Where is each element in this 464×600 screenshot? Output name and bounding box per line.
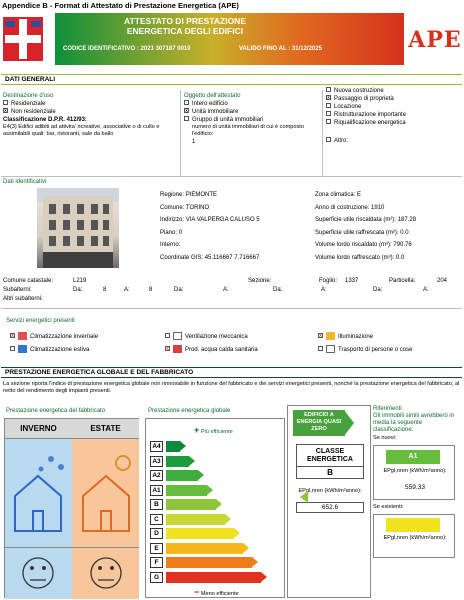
comune-label: Comune: (160, 204, 185, 211)
classe-energetica-title: CLASSE ENERGETICA (296, 444, 364, 467)
gruppo-checkbox[interactable] (184, 116, 189, 121)
servizi-title: Servizi energetici presenti (6, 318, 75, 324)
class-label-g: G (150, 572, 163, 583)
a-label-4: A: (423, 287, 429, 293)
class-bar-a1 (166, 485, 207, 496)
se-nuovi-label: Se nuovi: (373, 435, 397, 441)
classificazione-label: Classificazione D.P.R. 412/93: (3, 117, 87, 123)
non-residenziale-checkbox[interactable]: x (4, 107, 7, 114)
dati-generali-title: DATI GENERALI (5, 76, 56, 83)
residenziale-label: Residenziale (11, 101, 46, 107)
da-label-3: Da: (273, 287, 283, 293)
class-label-e: E (150, 543, 163, 554)
acs-checkbox[interactable]: x (166, 345, 169, 352)
classificazione-value: E4(3) Edifici adibiti ad attivita' ricreative, associative o di culto e assimilabili quali: bar, ristoranti, sale da ballo (3, 124, 160, 137)
oggetto-block (184, 92, 319, 146)
ape-banner (55, 13, 404, 65)
banner-title-line2: ENERGETICA DEGLI EDIFICI (126, 26, 244, 36)
hot-water-icon (173, 345, 182, 353)
foglio-value: 1337 (345, 278, 359, 284)
class-label-a4: A4 (150, 441, 163, 452)
piu-label: Più efficiente (200, 429, 233, 435)
coord-value: 45.116667 7.716667 (204, 254, 260, 261)
passaggio-checkbox[interactable]: x (327, 94, 330, 101)
minus-icon: − (194, 587, 200, 597)
zona-label: Zona climatica: (315, 192, 356, 198)
plus-icon: + (194, 425, 200, 435)
riqualificazione-label: Riqualificazione energetica (334, 120, 406, 126)
altri-subalterni-label: Altri subalterni: (3, 296, 43, 302)
motivazione-block (326, 87, 461, 145)
anno-label: Anno di costruzione: (315, 204, 370, 211)
piano-value: 0 (178, 229, 183, 236)
vol-risc-value: 790.76 (393, 242, 412, 248)
class-label-a3: A3 (150, 456, 163, 467)
nuova-label: Nuova costruzione (334, 88, 384, 94)
elevator-icon (326, 345, 335, 353)
nuova-checkbox[interactable] (326, 87, 331, 92)
sup-raff-value: 0.0 (400, 229, 409, 236)
comune-cat-value: L219 (73, 278, 87, 284)
riferimenti-box (373, 405, 463, 598)
class-label-d: D (150, 528, 163, 539)
comune-value: TORINO (185, 204, 210, 211)
inv-checkbox[interactable]: x (11, 332, 14, 339)
servizi-list (10, 331, 460, 357)
classe-pointer-icon (300, 491, 308, 503)
riqualificazione-checkbox[interactable] (326, 119, 331, 124)
catasto-block (3, 277, 463, 304)
banner-title-line1: ATTESTATO DI PRESTAZIONE (124, 16, 246, 26)
est-checkbox[interactable] (10, 346, 15, 351)
sup-raff-label: Superficie utile raffrescata (m²): (315, 229, 399, 236)
location-block (160, 189, 310, 264)
non-residenziale-label: Non residenziale (11, 109, 56, 115)
quality-faces-icon (5, 553, 139, 593)
class-bar-g (166, 572, 261, 583)
inverno-label: INVERNO (20, 424, 57, 433)
piu-efficiente-block (194, 425, 233, 435)
sup-risc-label: Superficie utile riscaldata (m²): (315, 217, 397, 223)
rif-desc: Gli immobili simili avrebbero in media la seguente classificazione: (373, 413, 455, 433)
vol-raff-value: 0.0 (395, 254, 405, 261)
ill-checkbox[interactable]: x (319, 332, 322, 339)
vol-raff-label: Volume lordo raffrescato (m³): (315, 254, 395, 261)
epgl-value: 652.6 (296, 502, 364, 513)
vol-risc-label: Volume lordo riscaldato (m³): (315, 242, 392, 248)
ill-label: Illuminazione (338, 334, 374, 340)
indirizzo-value: VIA VALPERGA CALUSO 5 (185, 217, 260, 223)
a-label-2: A: (223, 287, 229, 293)
ape-logo-text: APE (408, 27, 462, 53)
da-value-1: 8 (103, 287, 107, 293)
nuovi-epgl-label: EPgl,nren (kWh/m²anno): (383, 468, 447, 474)
ristrutturazione-label: Ristrutturazione importante (334, 112, 407, 118)
coord-label: Coordinate GIS: (160, 254, 204, 261)
class-label-f: F (150, 557, 163, 568)
foglio-label: Foglio: (319, 278, 338, 284)
zona-value: E (357, 192, 362, 198)
trasp-checkbox[interactable] (318, 346, 323, 351)
sup-risc-value: 187.28 (397, 217, 417, 223)
nuovi-classe: A1 (386, 450, 440, 464)
altro-checkbox[interactable] (326, 137, 331, 142)
destinazione-block (3, 92, 178, 138)
piano-label: Piano: (160, 229, 178, 236)
numero-value: 1 (192, 139, 196, 145)
passaggio-label: Passaggio di proprietà (334, 96, 394, 102)
est-label: Climatizzazione estiva (30, 347, 90, 353)
regione-value: PIEMONTE (185, 192, 218, 198)
prestazione-title: PRESTAZIONE ENERGETICA GLOBALE E DEL FABBRICATO (5, 369, 194, 376)
da-label-2: Da: (174, 287, 184, 293)
prestazione-desc: La sezione riporta l'indice di prestazione energetica globale non rinnovabile in funzione del fabbricato e dei servizi energetici presenti, nonché la prestazione energetica del fabbricato, al netto del rendimento degli impianti presenti. (3, 381, 460, 394)
regione-label: Regione: (160, 192, 185, 198)
subalterni-label: Subalterni: (3, 287, 32, 293)
ape-logo (408, 20, 462, 60)
acs-label: Prod. acqua calda sanitaria (185, 347, 258, 353)
fabbricato-title: Prestazione energetica del fabbricato (6, 408, 106, 414)
anno-value: 1910 (371, 204, 385, 211)
gruppo-label: Gruppo di unità immobiliari (192, 117, 264, 123)
meno-efficiente-block (194, 587, 239, 597)
codice-identificativo: CODICE IDENTIFICATIVO : 2021 307187 0010 (63, 46, 191, 52)
dati-identificativi-title: Dati identificativi (3, 179, 47, 185)
dimensions-block (315, 189, 463, 264)
ristrutturazione-checkbox[interactable] (326, 111, 331, 116)
class-bar-b (166, 499, 216, 510)
locazione-label: Locazione (334, 104, 362, 110)
particella-label: Particella: (389, 278, 416, 284)
region-logo (0, 13, 54, 65)
globale-title: Prestazione energetica globale (148, 408, 231, 414)
class-label-a1: A1 (150, 485, 163, 496)
class-label-c: C (150, 514, 163, 525)
comune-cat-label: Comune catastale: (3, 278, 54, 284)
vent-label: Ventilazione meccanica (185, 334, 248, 340)
cooling-icon (18, 345, 27, 353)
numero-label: numero di unità immobiliari di cui è composto l'edificio: (192, 124, 304, 137)
altro-label: Altro: (334, 138, 349, 144)
prestazione-bar (1, 367, 462, 378)
oggetto-title: Oggetto dell'attestato (184, 93, 241, 99)
interno-label: Interno: (160, 242, 181, 248)
locazione-checkbox[interactable] (326, 103, 331, 108)
class-bar-f (166, 557, 252, 568)
class-bar-a2 (166, 470, 198, 481)
se-esistenti-label: Se esistenti: (373, 504, 404, 510)
residenziale-checkbox[interactable] (3, 100, 8, 105)
rif-title: Riferimenti (373, 406, 402, 412)
sezione-label: Sezione: (248, 278, 272, 284)
classe-value: B (296, 467, 364, 479)
particella-value: 204 (437, 278, 448, 284)
intero-label: Intero edificio (192, 101, 228, 107)
dati-generali-bar (1, 74, 462, 85)
epgl-label: EPgl,nren (kWh/m²anno): (298, 488, 362, 494)
a-value-1: 8 (149, 287, 153, 293)
class-label-b: B (150, 499, 163, 510)
da-label-4: Da: (373, 287, 383, 293)
fabbricato-box (4, 418, 139, 598)
da-label-1: Da: (73, 287, 83, 293)
ventilation-icon (173, 332, 182, 340)
trasp-label: Trasporto di persone o cose (338, 347, 413, 353)
a-label-3: A: (321, 287, 327, 293)
class-label-a2: A2 (150, 470, 163, 481)
esistenti-classe-badge (386, 518, 440, 532)
heating-icon (18, 332, 27, 340)
indirizzo-label: Indirizzo: (160, 217, 185, 223)
class-bar-c (166, 514, 225, 525)
class-bar-a4 (166, 441, 180, 452)
lighting-icon (326, 332, 335, 340)
inv-label: Climatizzazione invernale (30, 334, 99, 340)
intero-checkbox[interactable] (184, 100, 189, 105)
unita-checkbox[interactable]: x (185, 107, 188, 114)
valido-fino-al: VALIDO FINO AL : 31/12/2025 (239, 46, 322, 52)
vent-checkbox[interactable] (165, 333, 170, 338)
meno-label: Meno efficiente (200, 591, 239, 597)
class-bar-d (166, 528, 234, 539)
destinazione-title: Destinazione d'uso (3, 93, 54, 99)
estate-label: ESTATE (90, 424, 121, 433)
a-label-1: A: (124, 287, 130, 293)
nuovi-epgl-value: 559.33 (405, 484, 425, 491)
season-houses-icon (5, 441, 139, 541)
building-photo (37, 188, 119, 268)
class-bar-a3 (166, 456, 189, 467)
nzeb-badge: EDIFICIO A ENERGIA QUASI ZERO (293, 410, 345, 436)
esist-epgl-label: EPgl,nren (kWh/m²anno): (383, 535, 447, 541)
globale-box (145, 418, 285, 598)
unita-label: Unità immobiliare (192, 109, 239, 115)
page-header: Appendice B - Format di Attestato di Prestazione Energetica (APE) (2, 1, 239, 10)
class-bar-e (166, 543, 243, 554)
